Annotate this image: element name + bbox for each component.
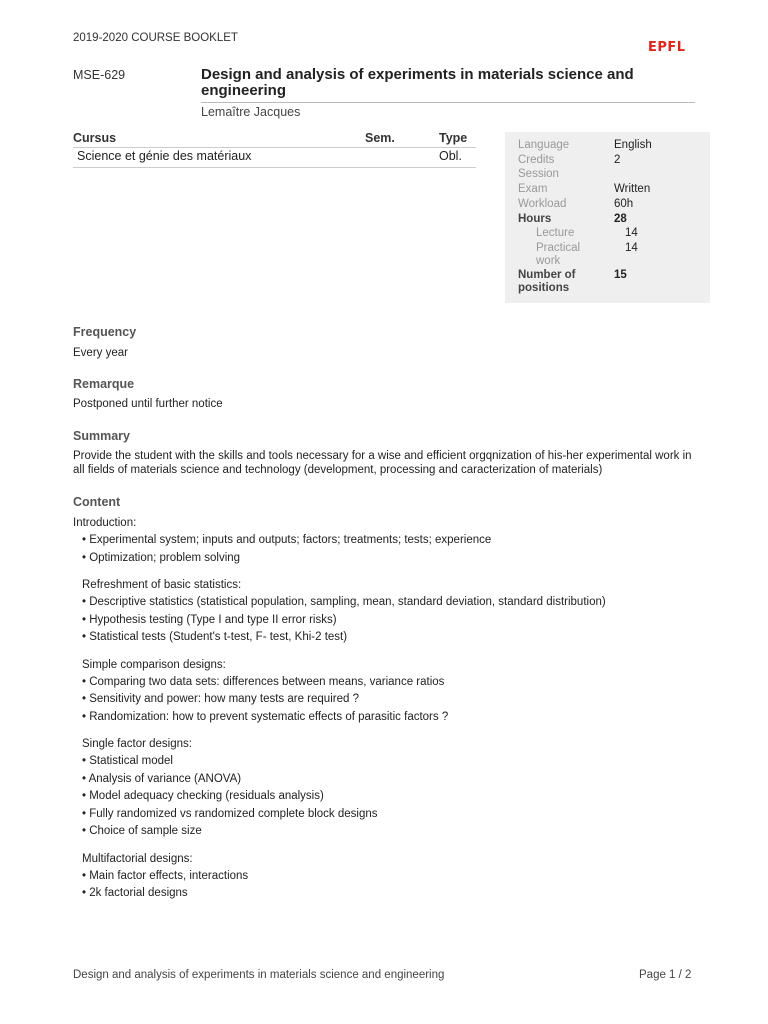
- hours-label: Hours: [518, 213, 552, 225]
- exam-label: Exam: [518, 183, 548, 195]
- hours-value: 28: [614, 213, 627, 225]
- course-code: MSE-629: [73, 68, 126, 82]
- content-list-item: • Fully randomized vs randomized complete block designs: [82, 807, 378, 820]
- content-list-item: • Main factor effects, interactions: [82, 869, 249, 882]
- content-list-item: • Optimization; problem solving: [82, 551, 241, 564]
- content-list-item: • Descriptive statistics (statistical population, sampling, mean, standard deviation, standard distribution): [82, 596, 606, 608]
- positions-label-line1: Number of: [518, 269, 576, 281]
- type-cell: Obl.: [439, 149, 462, 163]
- content-group: [73, 736, 713, 841]
- course-author: Lemaître Jacques: [201, 105, 301, 119]
- content-list-item: • Randomization: how to prevent systematic effects of parasitic factors ?: [82, 710, 449, 723]
- group-spacer: [73, 647, 713, 657]
- content-group: [73, 657, 713, 727]
- content-list-item: • Experimental system; inputs and outputs; factors; treatments; tests; experience: [82, 534, 492, 546]
- content-groups: [73, 532, 713, 903]
- cursus-header: Cursus: [73, 131, 117, 145]
- group-spacer: [73, 726, 713, 736]
- content-group-heading: Simple comparison designs:: [82, 658, 226, 671]
- lecture-label: Lecture: [536, 227, 575, 239]
- group-spacer: [73, 841, 713, 851]
- table-row-divider: [73, 167, 476, 168]
- title-divider: [201, 102, 695, 103]
- summary-text: Provide the student with the skills and tools necessary for a wise and efficient orgqnization of his-her experimental work in all fields of materials science and technology (development, processing and caracterization of materials): [73, 450, 692, 476]
- content-intro: Introduction:: [73, 517, 137, 529]
- remarque-text: Postponed until further notice: [73, 398, 223, 410]
- practical-label-line1: Practical: [536, 242, 581, 254]
- content-group: [73, 851, 713, 903]
- lecture-value: 14: [625, 227, 638, 239]
- summary-heading: Summary: [73, 429, 130, 443]
- content-list-item: • Comparing two data sets: differences between means, variance ratios: [82, 675, 445, 688]
- content-body: [73, 515, 713, 903]
- type-header: Type: [439, 131, 468, 145]
- positions-value: 15: [614, 269, 627, 281]
- content-list-item: • Analysis of variance (ANOVA): [82, 772, 242, 785]
- frequency-text: Every year: [73, 347, 128, 359]
- content-heading: Content: [73, 495, 121, 509]
- cursus-cell: Science et génie des matériaux: [77, 149, 252, 163]
- remarque-heading: Remarque: [73, 377, 135, 391]
- workload-label: Workload: [518, 198, 567, 210]
- booklet-label: 2019-2020 COURSE BOOKLET: [73, 32, 238, 44]
- practical-label-line2: work: [536, 255, 561, 267]
- positions-label-line2: positions: [518, 282, 570, 294]
- workload-value: 60h: [614, 198, 634, 210]
- sem-header: Sem.: [365, 131, 395, 145]
- language-label: Language: [518, 139, 570, 151]
- epfl-logo: EPFL: [648, 40, 686, 55]
- content-group: [73, 532, 713, 567]
- group-spacer: [73, 567, 713, 577]
- session-label: Session: [518, 168, 559, 180]
- content-list-item: • Model adequacy checking (residuals analysis): [82, 790, 324, 802]
- content-list-item: • Sensitivity and power: how many tests are required ?: [82, 693, 359, 705]
- exam-value: Written: [614, 183, 651, 195]
- table-header-divider: [73, 147, 476, 148]
- credits-label: Credits: [518, 154, 555, 166]
- page-number: Page 1 / 2: [639, 969, 692, 981]
- frequency-heading: Frequency: [73, 325, 137, 339]
- content-group-heading: Refreshment of basic statistics:: [82, 579, 242, 591]
- content-list-item: • 2k factorial designs: [82, 887, 188, 899]
- content-list-item: • Choice of sample size: [82, 825, 202, 837]
- content-list-item: • Statistical tests (Student's t-test, F- test, Khi-2 test): [82, 631, 348, 643]
- footer-title: Design and analysis of experiments in materials science and engineering: [73, 969, 445, 981]
- course-title: Design and analysis of experiments in materials science and engineering: [201, 66, 634, 99]
- language-value: English: [614, 139, 652, 151]
- content-group-heading: Multifactorial designs:: [82, 852, 193, 865]
- content-group-heading: Single factor designs:: [82, 738, 192, 750]
- content-group: [73, 577, 713, 647]
- credits-value: 2: [614, 154, 621, 166]
- content-list-item: • Statistical model: [82, 755, 173, 767]
- practical-value: 14: [625, 242, 638, 254]
- content-list-item: • Hypothesis testing (Type I and type II error risks): [82, 613, 337, 626]
